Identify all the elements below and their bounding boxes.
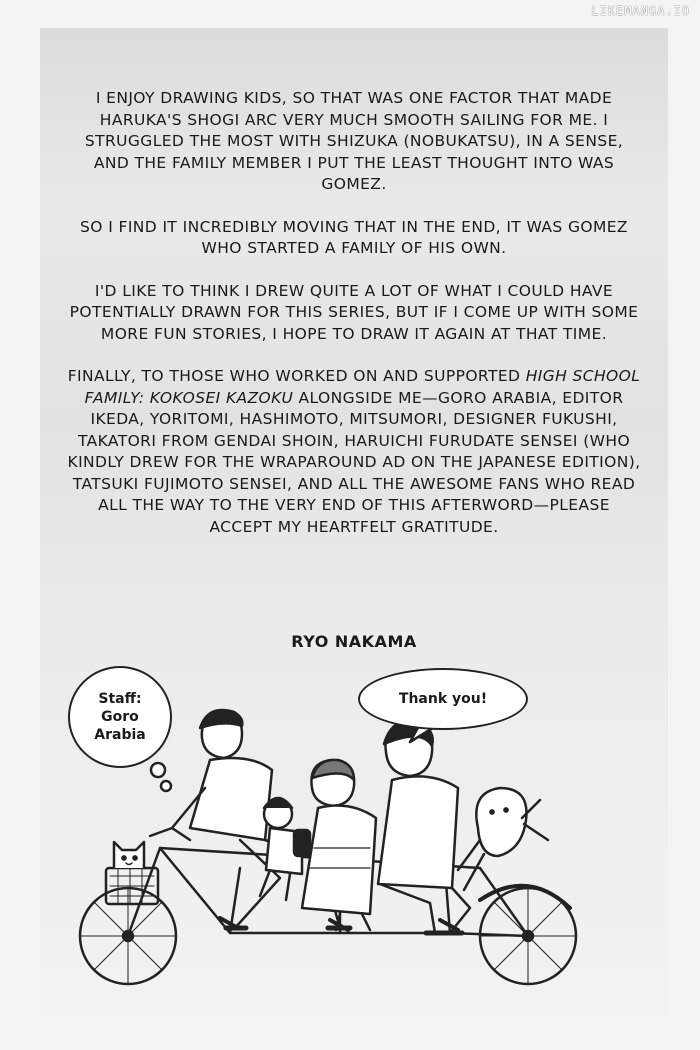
grandmother-figure	[302, 760, 376, 930]
staff-speech-bubble	[68, 666, 172, 768]
series-title: HIGH SCHOOL FAMILY: KOKOSEI KAZOKU	[84, 367, 641, 407]
child-figure	[260, 798, 310, 900]
paragraph-3: I'D LIKE TO THINK I DREW QUITE A LOT OF WHAT I COULD HAVE POTENTIALLY DRAWN FOR THIS SERIES, BUT IF I COME UP WITH SOME MORE FUN STORIES, I HOPE TO DRAW IT AGAIN AT THAT TIME.	[69, 281, 639, 343]
thanks-speech-bubble	[358, 668, 528, 730]
watermark: LIKEMANGA.IO	[591, 4, 690, 18]
afterword-panel	[40, 28, 668, 1016]
paragraph-4-after: ALONGSIDE ME—GORO ARABIA, EDITOR IKEDA, YORITOMI, HASHIMOTO, MITSUMORI, DESIGNER FUKUSHI, TAKATORI FROM GENDAI SHOIN, HARUICHI FURUDATE SENSEI (WHO KINDLY DREW FOR THE WRAPAROUND AD ON THE JAPANESE EDITION), TATSUKI FUJIMOTO SENSEI, AND ALL THE AWESOME FANS WHO READ ALL THE WAY TO THE VERY END OF THIS AFTERWORD—PLEASE ACCEPT MY HEARTFELT GRATITUDE.	[67, 388, 641, 536]
son-figure	[378, 721, 470, 933]
thanks-bubble-text: Thank you!	[398, 691, 488, 707]
paragraph-4-before: FINALLY, TO THOSE WHO WORKED ON AND SUPPORTED	[67, 367, 526, 385]
paragraph-1: I ENJOY DRAWING KIDS, SO THAT WAS ONE FACTOR THAT MADE HARUKA'S SHOGI ARC VERY MUCH SMOOTH SAILING FOR ME. I STRUGGLED THE MOST WITH SHIZUKA (NOBUKATSU), IN A SENSE, AND THE FAMILY MEMBER I PUT THE LEAST THOUGHT INTO WAS GOMEZ.	[84, 89, 624, 193]
paragraph-2: SO I FIND IT INCREDIBLY MOVING THAT IN THE END, IT WAS GOMEZ WHO STARTED A FAMILY OF HIS OWN.	[80, 217, 628, 257]
family-tandem-bicycle-illustration	[40, 28, 668, 1016]
floating-creature-icon	[458, 788, 548, 890]
staff-bubble-text: Staff: Goro Arabia	[94, 691, 146, 743]
author-signature: RYO NAKAMA	[291, 632, 417, 651]
cat-in-basket-icon	[114, 842, 144, 868]
